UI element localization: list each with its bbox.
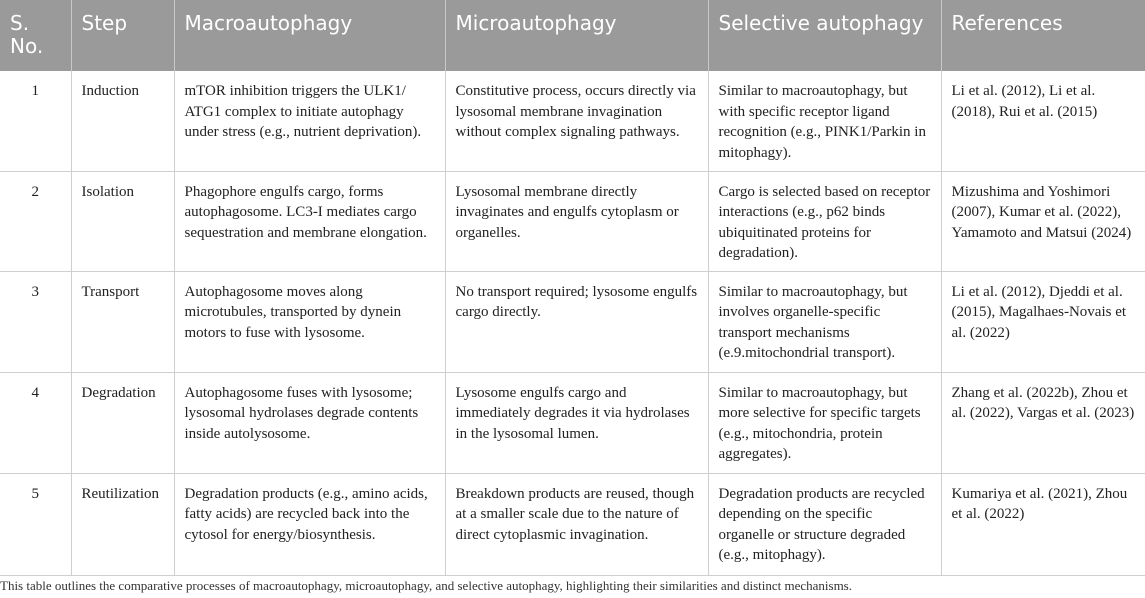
- cell-references: Mizushima and Yoshimori (2007), Kumar et al. (2022), Yamamoto and Matsui (2024): [941, 171, 1145, 271]
- table-row: [0, 473, 1145, 575]
- cell-references: Zhang et al. (2022b), Zhou et al. (2022), Vargas et al. (2023): [941, 372, 1145, 473]
- header-step: Step: [71, 0, 174, 71]
- cell-step: Degradation: [71, 372, 174, 473]
- cell-references: Li et al. (2012), Li et al. (2018), Rui et al. (2015): [941, 71, 1145, 171]
- header-microautophagy: Microautophagy: [445, 0, 708, 71]
- cell-step: Isolation: [71, 171, 174, 271]
- cell-microautophagy: Lysosome engulfs cargo and immediately degrades it via hydrolases in the lysosomal lumen.: [445, 372, 708, 473]
- header-selective-autophagy: Selective autophagy: [708, 0, 941, 71]
- cell-sno: 1: [0, 71, 71, 171]
- cell-step: Transport: [71, 271, 174, 372]
- cell-macroautophagy: Autophagosome fuses with lysosome; lysosomal hydrolases degrade contents inside autolysosome.: [174, 372, 445, 473]
- header-macroautophagy: Macroautophagy: [174, 0, 445, 71]
- cell-sno: 4: [0, 372, 71, 473]
- table-row: [0, 171, 1145, 271]
- cell-macroautophagy: mTOR inhibition triggers the ULK1/ ATG1 complex to initiate autophagy under stress (e.g., nutrient deprivation).: [174, 71, 445, 171]
- cell-selective-autophagy: Similar to macroautophagy, but with specific receptor ligand recognition (e.g., PINK1/Parkin in mitophagy).: [708, 71, 941, 171]
- table-row: [0, 71, 1145, 171]
- cell-sno: 5: [0, 473, 71, 575]
- cell-step: Induction: [71, 71, 174, 171]
- cell-sno: 2: [0, 171, 71, 271]
- cell-selective-autophagy: Degradation products are recycled depending on the specific organelle or structure degraded (e.g., mitophagy).: [708, 473, 941, 575]
- table-row: [0, 271, 1145, 372]
- table-footnote: This table outlines the comparative processes of macroautophagy, microautophagy, and selective autophagy, highlighting their similarities and distinct mechanisms.: [0, 578, 852, 593]
- cell-microautophagy: Breakdown products are reused, though at a smaller scale due to the nature of direct cytoplasmic invagination.: [445, 473, 708, 575]
- cell-references: Kumariya et al. (2021), Zhou et al. (2022): [941, 473, 1145, 575]
- cell-macroautophagy: Phagophore engulfs cargo, forms autophagosome. LC3-I mediates cargo sequestration and membrane elongation.: [174, 171, 445, 271]
- header-sno: S. No.: [0, 0, 71, 71]
- header-references: References: [941, 0, 1145, 71]
- cell-selective-autophagy: Similar to macroautophagy, but involves organelle-specific transport mechanisms (e.9.mitochondrial transport).: [708, 271, 941, 372]
- cell-microautophagy: Constitutive process, occurs directly via lysosomal membrane invagination without complex signaling pathways.: [445, 71, 708, 171]
- cell-step: Reutilization: [71, 473, 174, 575]
- cell-references: Li et al. (2012), Djeddi et al. (2015), Magalhaes-Novais et al. (2022): [941, 271, 1145, 372]
- cell-selective-autophagy: Cargo is selected based on receptor interactions (e.g., p62 binds ubiquitinated proteins for degradation).: [708, 171, 941, 271]
- table-header-row: [0, 0, 1145, 71]
- cell-selective-autophagy: Similar to macroautophagy, but more selective for specific targets (e.g., mitochondria, protein aggregates).: [708, 372, 941, 473]
- cell-microautophagy: Lysosomal membrane directly invaginates and engulfs cytoplasm or organelles.: [445, 171, 708, 271]
- cell-microautophagy: No transport required; lysosome engulfs cargo directly.: [445, 271, 708, 372]
- table-row: [0, 372, 1145, 473]
- cell-macroautophagy: Degradation products (e.g., amino acids, fatty acids) are recycled back into the cytosol for energy/biosynthesis.: [174, 473, 445, 575]
- cell-macroautophagy: Autophagosome moves along microtubules, transported by dynein motors to fuse with lysosome.: [174, 271, 445, 372]
- cell-sno: 3: [0, 271, 71, 372]
